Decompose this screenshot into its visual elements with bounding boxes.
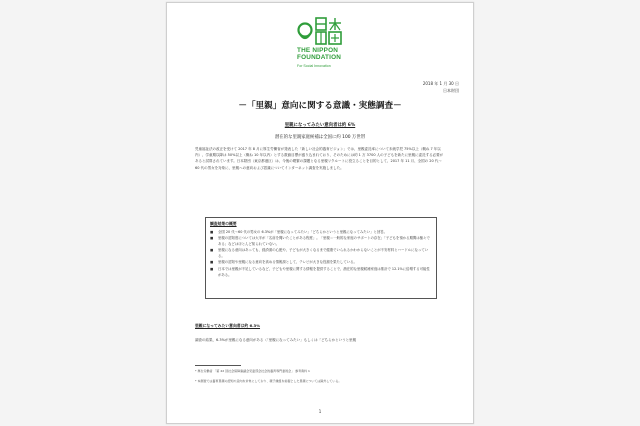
headline-finding <box>167 122 473 128</box>
logo-text-line2: FOUNDATION <box>297 54 342 61</box>
result-bullet: ■ 里親の認知度については大半が「名前を聞いたことがある程度」。「里親＝一般的な家庭のサポートの存在」「子どもを預かる期間は様々である」などはほとんど知られていない。 <box>210 235 432 247</box>
footnote: * 厚生労働省 「第 22 回社会保障審議会児童部会社会的養育専門委員会」 参考資料 1 <box>195 369 310 373</box>
result-bullet: ■ 里親になる意向はあっても、経済面の心配や、子どもが大きくなるまで健康でいられるかわからないことが不安材料とハードルになっている。 <box>210 247 432 259</box>
document-date: 2018 年 1 月 30 日 <box>422 81 459 86</box>
document-org: 日本財団 <box>443 88 459 93</box>
nippon-foundation-mark-icon <box>297 16 377 46</box>
logo-tagline: For Social Innovation <box>297 64 331 68</box>
footnote: * 本調査では養育里親の認知や意向を対象にしており、親子縁組を前提とした里親については除外している。 <box>195 379 342 383</box>
document-title: －「里親」意向に関する意識・実態調査－ <box>238 101 402 111</box>
result-bullet: ■ 里親の認知や里親になる意向を高める情報源として、テレビが大きな役割を果たしている。 <box>210 259 432 265</box>
document-page <box>166 2 474 424</box>
result-bullet: ■ 全国 20 代〜60 代の男女の 6.3%が「里親になってみたい」「どちらかというと里親になってみたい」と回答。 <box>210 229 432 235</box>
headline-finding-text: 里親になってみたい意向者は約 6% <box>284 123 356 128</box>
result-bullet: ■ 日本では里親が不足しているなど、子どもや里親に関する情報を提供することで、潜在的な里親候補家庭は推計で 12.1%に倍増する可能性がある。 <box>210 266 432 278</box>
results-summary-box <box>205 217 437 299</box>
intro-paragraph: 児童福祉法の改正を受けて 2017 年 8 月に厚生労働省が発表した「新しい社会的養育ビジョン」では、里親委託率について未就学児 75%以上（概ね 7 年以内）、学童期以降は 50%以上（概ね 10 年以内）とする数値目標が盛り込まれており、そのためには約 1 万 3700 人の子どもを新たに里親に委託する必要があると試算されています。日本財団（東京都港区）は、今後の喫緊の課題となる里親リクルートに役立ることを目的として、2017 年 11 月、全国の 20 代〜60 代の男女を対象に、里親への意向および認識についてインターネット調査を実施しました。 <box>195 147 444 170</box>
secondary-finding: 潜在的な里親家庭候補は全国に約 100 万世帯 <box>274 135 366 140</box>
section-heading: 里親になってみたい意向者は約 6.3% <box>195 323 261 328</box>
results-heading: 調査結果の概要 <box>210 221 237 226</box>
footnote-divider <box>195 365 241 366</box>
nippon-foundation-logo <box>297 16 377 74</box>
section-paragraph: 調査の結果、6.3%が里親になる意向がある（「里親になってみたい」もしくは「どちらかというと里親 <box>195 338 357 342</box>
page-number: 1 <box>318 409 322 414</box>
logo-text-line1: THE NIPPON <box>297 47 339 54</box>
